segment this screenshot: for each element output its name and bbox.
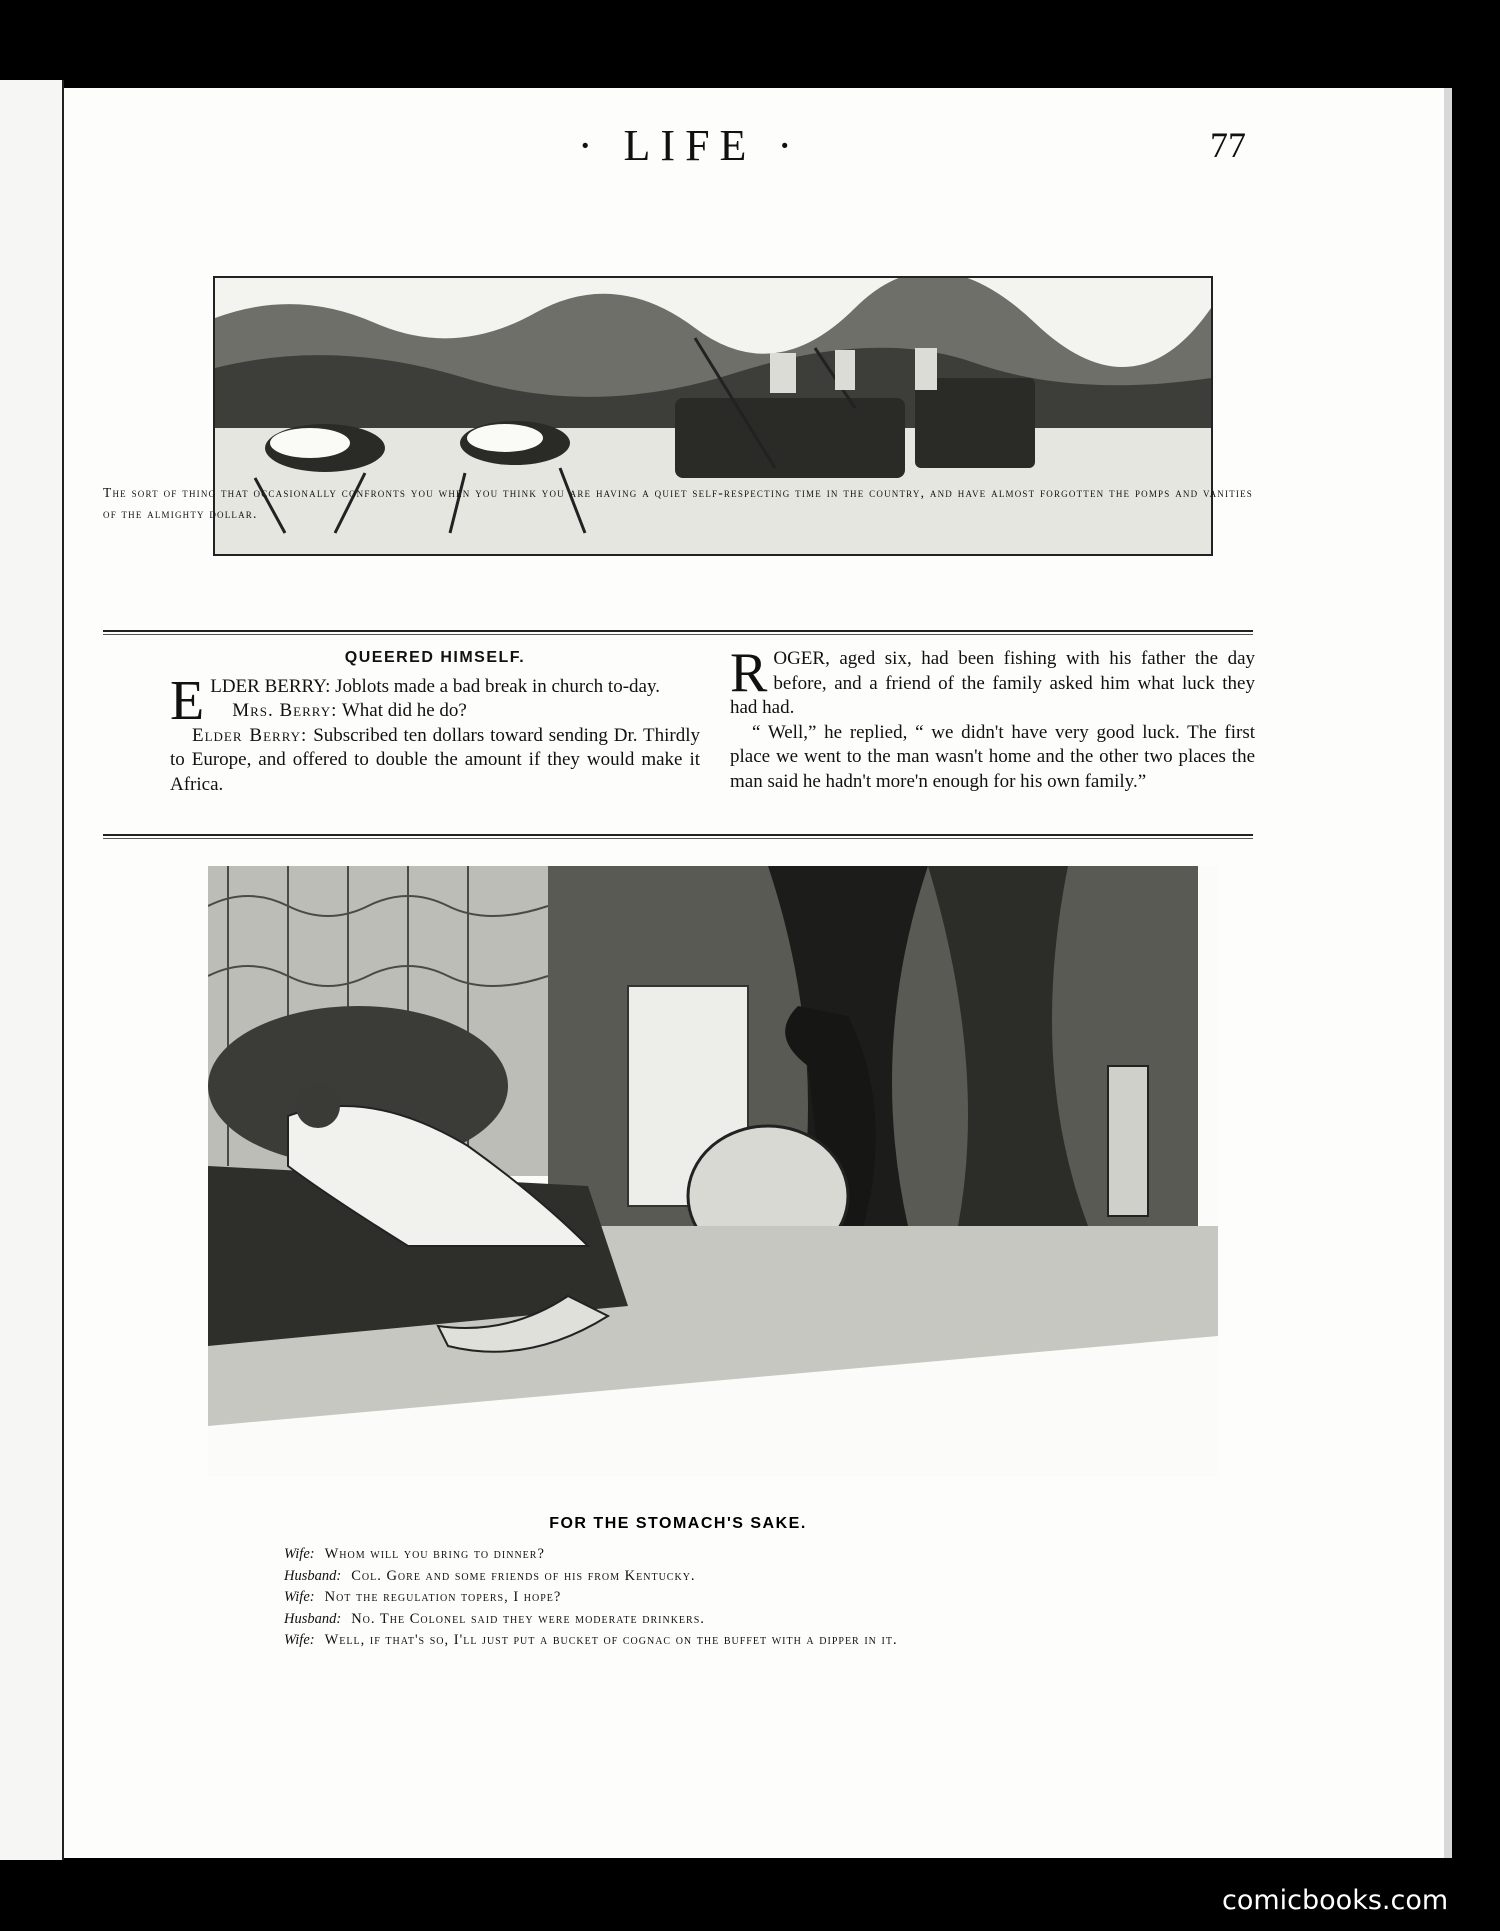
dropcap-e: E — [170, 669, 205, 732]
dialogue-line — [284, 1609, 1184, 1631]
left-article-para-2-text: What did he do? — [337, 700, 467, 721]
right-article-para-1 — [730, 642, 1255, 721]
dialogue-text: Well, if that's so, I'll just put a bucket of cognac on the buffet with a dipper in it. — [324, 1632, 898, 1648]
dialogue-speaker: Husband: — [284, 1610, 342, 1627]
dialogue-line — [284, 1587, 1184, 1609]
dialogue-text: Col. Gore and some friends of his from Kentucky. — [351, 1567, 696, 1584]
top-illustration-caption: The sort of thing that occasionally confronts you when you think you are having a quiet self-respecting time in the country, and have almost forgotten the pomps and vanities of the almighty dollar. — [103, 485, 1253, 521]
dialogue-block — [284, 1544, 1184, 1652]
dialogue-line — [284, 1544, 1184, 1566]
dialogue-line — [284, 1566, 1184, 1588]
section-divider — [103, 630, 1253, 635]
dialogue-text: No. The Colonel said they were moderate drinkers. — [351, 1610, 705, 1627]
left-article-para-3 — [170, 724, 700, 798]
dialogue-text: Whom will you bring to dinner? — [324, 1546, 545, 1562]
dialogue-speaker: Wife: — [284, 1632, 315, 1648]
right-article — [730, 642, 1255, 794]
right-article-para-2: “ Well,” he replied, “ we didn't have very good luck. The first place we went to the man wasn't home and the other two places the man said he hadn't more'n enough for his own family.” — [730, 721, 1255, 792]
dialogue-speaker: Husband: — [284, 1567, 342, 1584]
page-number: 77 — [1210, 125, 1246, 165]
left-article-para-1-text: LDER BERRY: Joblots made a bad break in church to-day. — [210, 675, 660, 697]
dialogue-line — [284, 1630, 1184, 1652]
dialogue-speaker: Wife: — [284, 1589, 315, 1605]
dialogue-text: Not the regulation topers, I hope? — [324, 1589, 562, 1605]
site-watermark: comicbooks.com — [1222, 1885, 1449, 1916]
speaker-mrs-berry: Mrs. Berry: — [232, 700, 338, 721]
right-article-para-1-text: OGER, aged six, had been fishing with his father the day before, and a friend of the family asked him what luck they had had. — [730, 648, 1255, 718]
left-article-para-3-text: Subscribed ten dollars toward sending Dr. Thirdly to Europe, and offered to double the amount if they would make it Africa. — [170, 724, 701, 795]
speaker-elder-berry: Elder Berry: — [192, 724, 308, 746]
previous-page-edge — [0, 80, 64, 1860]
left-article — [170, 646, 700, 797]
masthead-title: · LIFE · — [577, 121, 803, 170]
bottom-caption-title: FOR THE STOMACH'S SAKE. — [549, 1515, 807, 1532]
dropcap-r: R — [730, 642, 768, 704]
left-article-para-2 — [170, 699, 700, 724]
section-divider — [103, 834, 1253, 839]
parlor-illustration — [208, 866, 1218, 1476]
left-article-heading: QUEERED HIMSELF. — [344, 649, 526, 666]
dialogue-speaker: Wife: — [284, 1546, 315, 1562]
